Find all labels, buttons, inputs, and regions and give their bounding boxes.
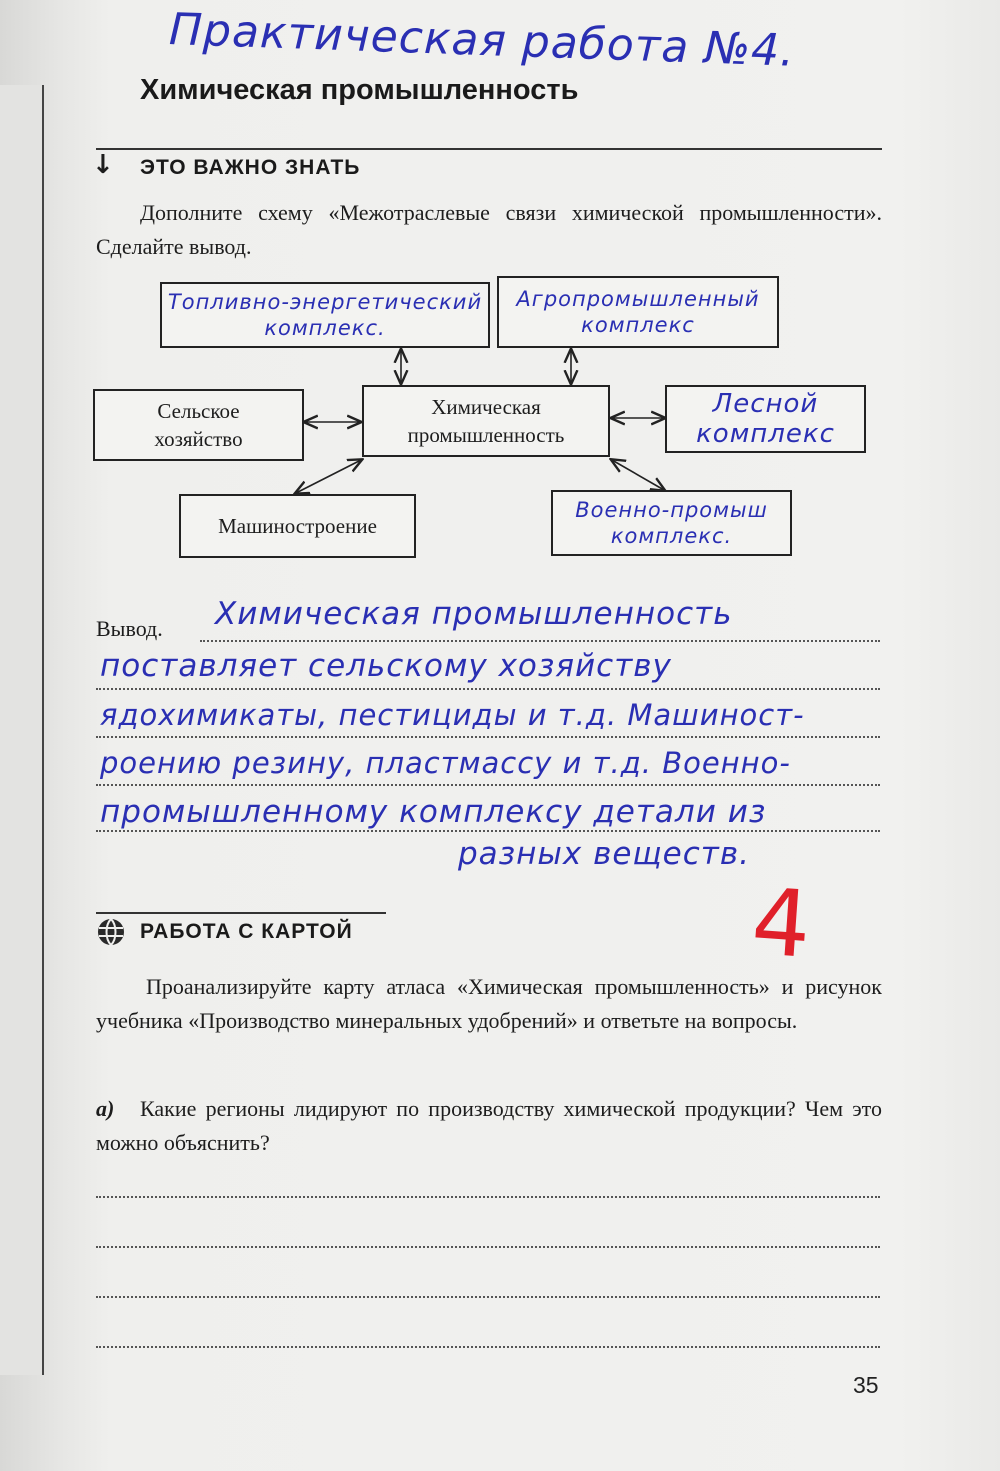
conclusion-label: Вывод. [96,616,163,641]
box-military-industrial [551,490,792,556]
answer-line [200,640,880,642]
conclusion-line-5: промышленному комплексу детали из [100,794,767,830]
box-agro-text: Агропромышленный комплекс [516,287,760,337]
box-military-industrial-text: Военно-промыш комплекс. [575,498,768,548]
question-letter: а) [96,1096,115,1121]
section-rule [96,912,386,914]
box-agro [497,276,779,348]
handwritten-title: Практическая работа №4. [168,4,796,77]
task-text: Дополните схему «Межотраслевые связи химической промышленности». Сделайте вывод. [96,200,882,259]
map-task-text: Проанализируйте карту атласа «Химическая промышленность» и рисунок учебника «Производство минеральных удобрений» и ответьте на вопросы. [96,974,882,1033]
box-forest-text: Лесной комплекс [696,389,835,449]
arrow-military [612,460,664,490]
answer-line[interactable] [96,1196,880,1198]
page-title: Химическая промышленность [140,74,579,106]
section-important-label: ЭТО ВАЖНО ЗНАТЬ [140,156,361,179]
arrow-machine [296,460,361,493]
box-forest [665,385,866,453]
answer-line [96,736,880,738]
box-machine-building-text: Машиностроение [218,514,377,538]
answer-line[interactable] [96,1346,880,1348]
answer-line [96,784,880,786]
conclusion-line-3: ядохимикаты, пестициды и т.д. Машиност- [100,698,805,732]
conclusion-line-4: роению резину, пластмассу и т.д. Военно- [100,746,791,780]
answer-line [96,688,880,690]
map-question-text [96,1092,882,1160]
conclusion-line-6: разных веществ. [458,836,750,872]
box-chemical-industry [362,385,610,457]
conclusion-line-2: поставляет сельскому хозяйству [100,648,672,684]
globe-icon [96,917,128,949]
page-number: 35 [853,1372,879,1398]
box-fuel-energy [160,282,490,348]
conclusion-line-1: Химическая промышленность [215,596,733,632]
box-agriculture-text: Сельское хозяйство [154,399,243,451]
teacher-grade: 4 [748,868,815,979]
arrow-down-icon: ↓ [92,150,114,180]
box-machine-building [179,494,416,558]
answer-line[interactable] [96,1246,880,1248]
question-body: Какие регионы лидируют по производству химической продукции? Чем это можно объяснить? [96,1096,882,1155]
section-map-label: РАБОТА С КАРТОЙ [140,920,353,943]
box-chemical-industry-text: Химическая промышленность [407,395,565,447]
box-fuel-energy-text: Топливно-энергетический комплекс. [167,290,483,340]
answer-line[interactable] [96,1296,880,1298]
answer-line [96,830,880,832]
box-agriculture [93,389,304,461]
